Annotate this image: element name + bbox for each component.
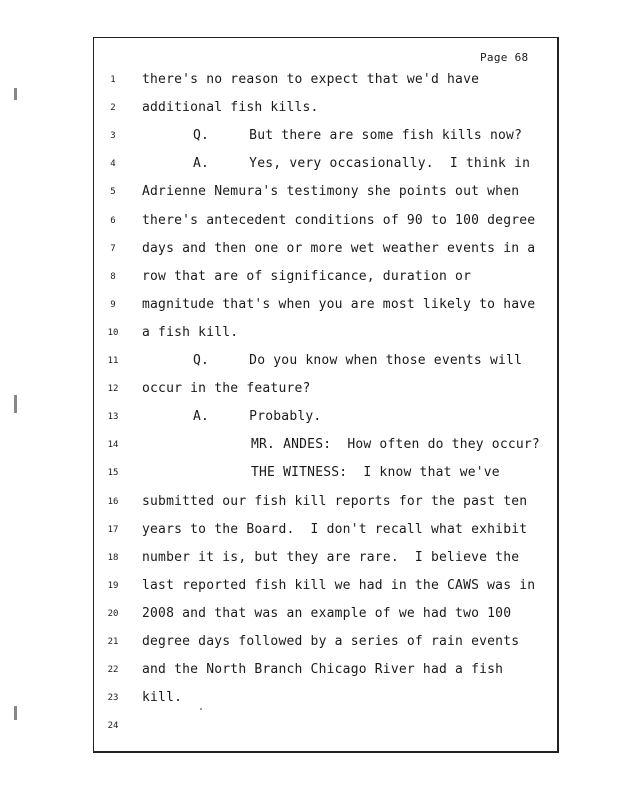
- line-number: 12: [107, 384, 119, 395]
- line-text: degree days followed by a series of rain events: [142, 634, 520, 649]
- transcript-line: [0, 154, 618, 174]
- line-number: 4: [110, 159, 116, 170]
- line-number: 7: [110, 243, 116, 254]
- line-number: 13: [107, 412, 119, 423]
- transcript-line: [0, 576, 618, 596]
- line-number: 8: [110, 271, 116, 282]
- line-number: 21: [107, 637, 119, 647]
- transcript-line: [0, 239, 618, 259]
- line-number: 3: [110, 131, 116, 142]
- line-text: there's no reason to expect that we'd have: [142, 72, 480, 87]
- line-number: 14: [107, 440, 119, 451]
- line-number: 11: [107, 356, 119, 366]
- transcript-line: [0, 520, 618, 540]
- line-number: 17: [107, 524, 119, 535]
- transcript-line: [0, 70, 618, 90]
- transcript-line: [0, 126, 618, 146]
- line-text: 2008 and that was an example of we had two 100: [142, 605, 512, 621]
- transcript-line: [0, 716, 618, 736]
- transcript-line: [0, 267, 618, 287]
- transcript-line: [0, 492, 618, 512]
- transcript-line: [0, 604, 618, 624]
- line-number: 1: [110, 75, 116, 85]
- line-text: kill.: [142, 690, 183, 706]
- line-text: number it is, but they are rare. I believe the: [142, 549, 520, 565]
- line-text: additional fish kills.: [142, 100, 319, 116]
- line-text: magnitude that's when you are most likely to have: [142, 296, 536, 312]
- line-number: 23: [107, 693, 119, 704]
- transcript-line: [0, 295, 618, 315]
- line-number: 9: [110, 299, 116, 310]
- line-text: days and then one or more wet weather events in a: [142, 240, 536, 256]
- line-number: 6: [110, 215, 116, 226]
- transcript-line: [0, 463, 618, 483]
- transcript-line: [0, 435, 618, 455]
- transcript-line: [0, 211, 618, 231]
- line-text: years to the Board. I don't recall what exhibit: [142, 521, 528, 537]
- line-text: and the North Branch Chicago River had a fish: [142, 662, 504, 678]
- line-text: there's antecedent conditions of 90 to 100 degree: [142, 212, 536, 228]
- line-text: a fish kill.: [142, 324, 239, 340]
- line-text: THE WITNESS: I know that we've: [251, 465, 500, 481]
- transcript-line: [0, 407, 618, 427]
- line-text: row that are of significance, duration or: [142, 268, 472, 284]
- transcript-line: [0, 660, 618, 680]
- line-number: 18: [107, 552, 119, 563]
- line-text: Adrienne Nemura's testimony she points out when: [142, 184, 520, 200]
- line-number: 19: [107, 580, 119, 591]
- line-number: 10: [107, 327, 119, 338]
- line-text: submitted our fish kill reports for the past ten: [142, 493, 528, 509]
- line-number: 24: [107, 721, 119, 732]
- scan-speck: [200, 708, 202, 710]
- line-number: 15: [107, 468, 119, 479]
- line-text: MR. ANDES: How often do they occur?: [251, 437, 540, 453]
- line-number: 2: [110, 103, 116, 114]
- transcript-line: [0, 351, 618, 371]
- transcript-line: [0, 548, 618, 568]
- transcript-line: [0, 98, 618, 118]
- line-number: 20: [107, 608, 119, 619]
- transcript-line: [0, 182, 618, 202]
- line-number: 16: [107, 496, 119, 507]
- transcript-line: [0, 323, 618, 343]
- line-text: Q. Do you know when those events will: [193, 353, 523, 368]
- line-text: last reported fish kill we had in the CAWS was in: [142, 577, 536, 593]
- transcript-line: [0, 379, 618, 399]
- transcript-line: [0, 688, 618, 708]
- line-number: 5: [110, 187, 116, 198]
- line-text: A. Probably.: [193, 409, 322, 425]
- line-text: occur in the feature?: [142, 381, 311, 397]
- transcript-line: [0, 632, 618, 652]
- line-number: 22: [107, 665, 119, 676]
- page-number: Page 68: [480, 51, 529, 64]
- line-text: A. Yes, very occasionally. I think in: [193, 156, 531, 172]
- line-text: Q. But there are some fish kills now?: [193, 128, 523, 144]
